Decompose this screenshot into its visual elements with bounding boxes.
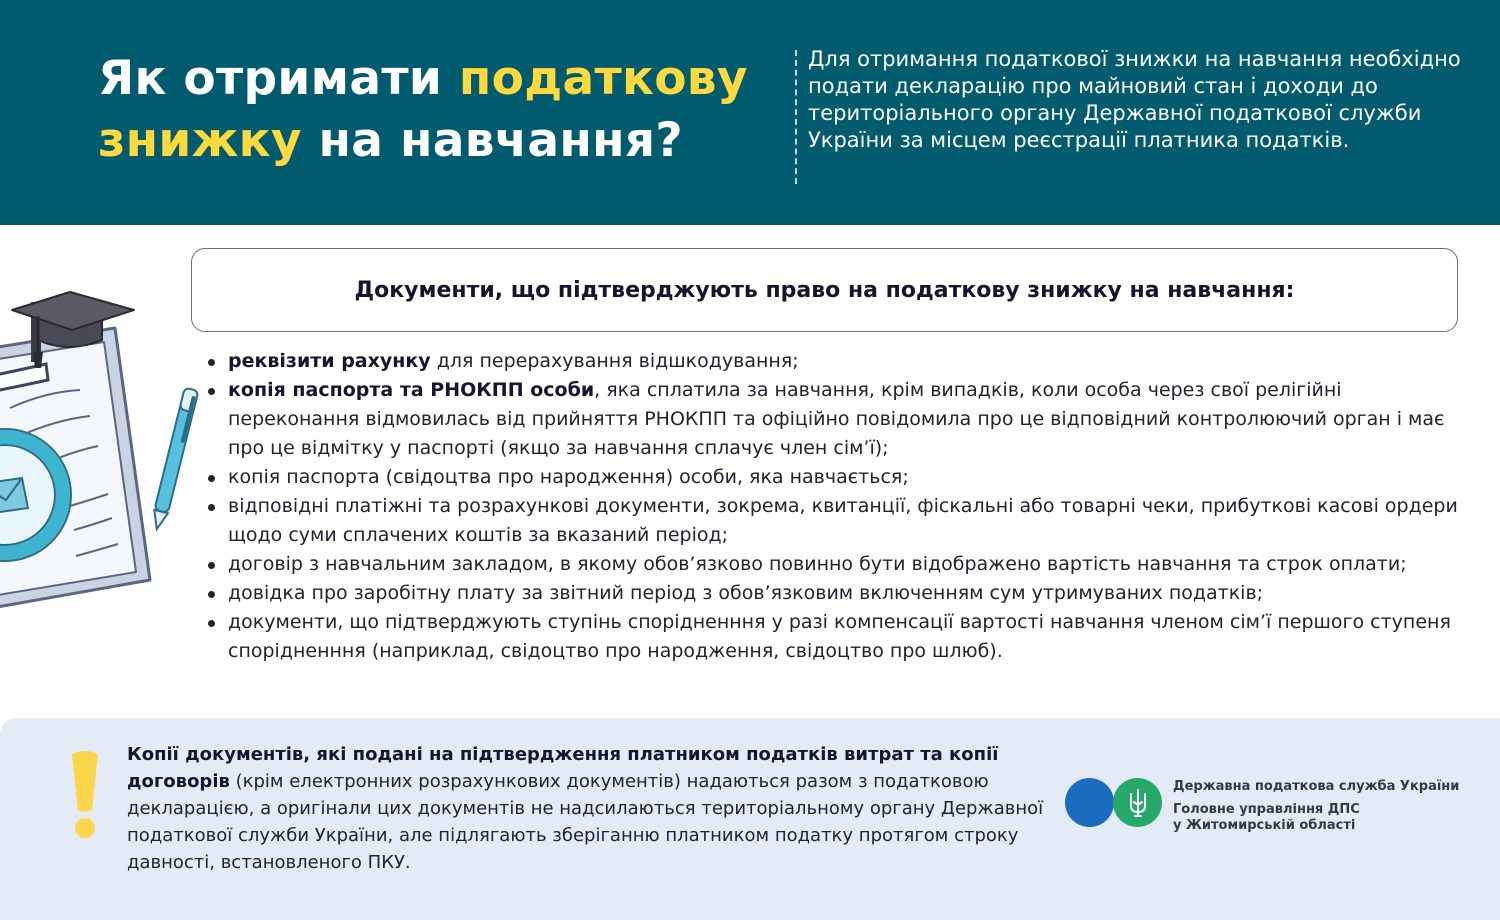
title-highlight-1: податкову — [458, 51, 748, 106]
exclamation-icon — [68, 748, 102, 840]
header-divider — [795, 50, 797, 184]
list-item-bold: реквізити рахунку — [228, 350, 431, 372]
list-item — [200, 550, 1470, 579]
list-item — [200, 608, 1470, 666]
documents-list — [200, 347, 1470, 666]
organization-department — [1173, 802, 1493, 834]
list-item-text: для перерахування відшкодування; — [430, 350, 799, 372]
page-title — [98, 48, 798, 172]
list-item-text: договір з навчальним закладом, в якому обов’язково повинно бути відображено вартість навчання та строк оплати; — [228, 553, 1407, 575]
title-part-2: на навчання? — [301, 113, 683, 168]
title-part-1: Як отримати — [98, 51, 459, 106]
organization-name: Державна податкова служба України — [1173, 779, 1460, 794]
organization-logo — [1065, 778, 1485, 833]
title-highlight-2: знижку — [98, 113, 302, 168]
intro-text: Для отримання податкової знижки на навчання необхідно подати декларацію про майновий стан і доходи до територіального органу Державної податкової служби України за місцем реєстрації платника податків. — [808, 47, 1461, 152]
graduation-cap-clipboard-pen-illustration — [0, 280, 200, 640]
list-item — [200, 347, 1470, 376]
note-body: (крім електронних розрахункових документів) надаються разом з податковою декларацією, а оригінали цих документів не надсилаються територіальному органу Державної податкової служби України, але підлягають зберіганню платником податку протягом строку давності, встановленого ПКУ. — [127, 771, 1044, 873]
department-line-1: Головне управління ДПС — [1173, 802, 1360, 817]
list-item — [200, 463, 1470, 492]
section-header-box — [191, 248, 1458, 332]
note-text — [127, 741, 1047, 876]
list-item — [200, 492, 1470, 550]
trident-icon — [1127, 788, 1149, 818]
pen-icon — [150, 388, 198, 531]
list-item-text: , яка сплатила за навчання, крім випадків, коли особа через свої релігійні переконання відмовилась від прийняття РНОКПП та офіційно повідомила про це відповідний контролюючий орган і має про це відмітку у паспорті (якщо за навчання сплачує член сім’ї); — [228, 379, 1445, 459]
list-item-text: документи, що підтверджують ступінь спорідненння у разі компенсації вартості навчання членом сім’ї першого ступеня спорідненння (наприклад, свідоцтво про народження, свідоцтво про шлюб). — [228, 611, 1451, 662]
list-item — [200, 376, 1470, 463]
list-item-text: довідка про заробітну плату за звітний період з обов’язковим включенням сум утримуваних податків; — [228, 582, 1264, 604]
list-item-text: відповідні платіжні та розрахункові документи, зокрема, квитанції, фіскальні або товарні чеки, прибуткові касові ордери щодо суми сплачених коштів за вказаний період; — [228, 495, 1458, 546]
list-item — [200, 579, 1470, 608]
header-banner — [0, 0, 1500, 225]
note-bold: Копії документів, які подані на підтвердження платником податків витрат та копії договорів — [127, 744, 999, 792]
list-item-bold: копія паспорта та РНОКПП особи — [228, 379, 595, 401]
logo-green-circle — [1113, 778, 1162, 827]
list-item-text: копія паспорта (свідоцтва про народження) особи, яка навчається; — [228, 466, 909, 488]
section-title: Документи, що підтверджують право на податкову знижку на навчання: — [354, 277, 1295, 303]
footer-note-panel — [0, 718, 1500, 920]
logo-blue-circle — [1065, 778, 1114, 827]
department-line-2: у Житомирській області — [1173, 818, 1356, 833]
